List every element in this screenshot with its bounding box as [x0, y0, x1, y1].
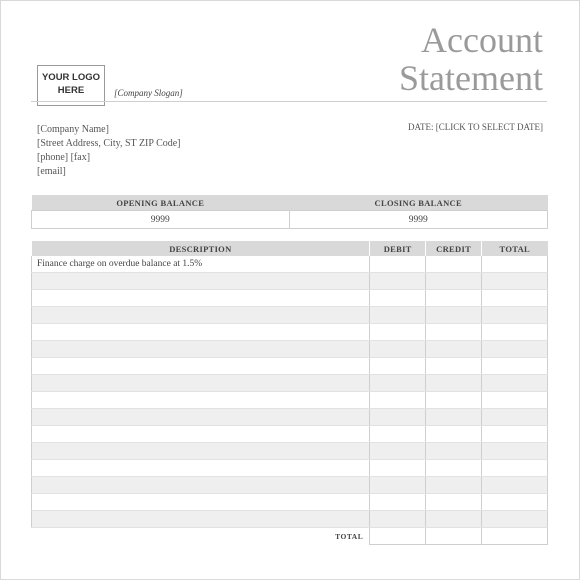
credit-cell[interactable] — [426, 460, 482, 477]
header-divider — [31, 101, 547, 102]
debit-cell[interactable] — [370, 460, 426, 477]
debit-cell[interactable] — [370, 358, 426, 375]
debit-cell[interactable] — [370, 511, 426, 528]
table-row — [32, 307, 548, 324]
company-slogan[interactable]: [Company Slogan] — [114, 88, 183, 98]
credit-cell[interactable] — [426, 477, 482, 494]
credit-cell[interactable] — [426, 341, 482, 358]
logo-placeholder[interactable] — [37, 65, 105, 106]
credit-cell[interactable] — [426, 256, 482, 273]
credit-cell[interactable] — [426, 273, 482, 290]
description-cell[interactable] — [32, 307, 370, 324]
credit-cell[interactable] — [426, 290, 482, 307]
credit-cell[interactable] — [426, 392, 482, 409]
total-cell[interactable] — [482, 494, 548, 511]
total-cell[interactable] — [482, 273, 548, 290]
opening-balance-header: OPENING BALANCE — [32, 195, 290, 211]
total-cell[interactable] — [482, 443, 548, 460]
debit-cell[interactable] — [370, 256, 426, 273]
total-cell[interactable] — [482, 409, 548, 426]
balance-summary-table — [31, 195, 548, 229]
description-cell[interactable] — [32, 392, 370, 409]
total-cell[interactable] — [482, 256, 548, 273]
table-row — [32, 443, 548, 460]
title-line-1: Account — [421, 20, 543, 60]
debit-cell[interactable] — [370, 290, 426, 307]
debit-cell[interactable] — [370, 375, 426, 392]
credit-cell[interactable] — [426, 307, 482, 324]
email-field[interactable]: [email] — [37, 166, 66, 177]
total-cell[interactable] — [482, 426, 548, 443]
table-row — [32, 477, 548, 494]
line-items-table — [31, 241, 548, 545]
description-cell[interactable] — [32, 443, 370, 460]
table-row — [32, 409, 548, 426]
debit-total-cell[interactable] — [370, 528, 426, 545]
credit-cell[interactable] — [426, 324, 482, 341]
logo-line-2: HERE — [57, 85, 85, 96]
description-cell[interactable]: Finance charge on overdue balance at 1.5% — [32, 256, 370, 273]
table-row — [32, 426, 548, 443]
debit-cell[interactable] — [370, 443, 426, 460]
description-cell[interactable] — [32, 409, 370, 426]
total-cell[interactable] — [482, 460, 548, 477]
description-cell[interactable] — [32, 273, 370, 290]
table-row — [32, 392, 548, 409]
grand-total-cell[interactable] — [482, 528, 548, 545]
description-cell[interactable] — [32, 477, 370, 494]
closing-balance-value[interactable]: 9999 — [289, 211, 548, 229]
table-row — [32, 273, 548, 290]
table-row — [32, 256, 548, 273]
description-cell[interactable] — [32, 426, 370, 443]
table-row — [32, 494, 548, 511]
description-cell[interactable] — [32, 324, 370, 341]
total-cell[interactable] — [482, 290, 548, 307]
credit-cell[interactable] — [426, 409, 482, 426]
date-selector[interactable]: DATE: [CLICK TO SELECT DATE] — [408, 122, 543, 132]
logo-line-1: YOUR LOGO — [41, 72, 101, 83]
description-cell[interactable] — [32, 494, 370, 511]
opening-balance-value[interactable]: 9999 — [32, 211, 290, 229]
closing-balance-header: CLOSING BALANCE — [289, 195, 548, 211]
company-address-block — [37, 123, 181, 179]
description-cell[interactable] — [32, 341, 370, 358]
credit-cell[interactable] — [426, 426, 482, 443]
description-cell[interactable] — [32, 290, 370, 307]
debit-cell[interactable] — [370, 409, 426, 426]
total-cell[interactable] — [482, 307, 548, 324]
description-column-header: DESCRIPTION — [32, 241, 370, 256]
total-row — [32, 528, 548, 545]
debit-cell[interactable] — [370, 477, 426, 494]
debit-cell[interactable] — [370, 426, 426, 443]
total-cell[interactable] — [482, 375, 548, 392]
total-cell[interactable] — [482, 477, 548, 494]
street-address-field[interactable]: [Street Address, City, ST ZIP Code] — [37, 138, 181, 149]
credit-cell[interactable] — [426, 511, 482, 528]
description-cell[interactable] — [32, 511, 370, 528]
description-cell[interactable] — [32, 358, 370, 375]
description-cell[interactable] — [32, 460, 370, 477]
table-row — [32, 324, 548, 341]
credit-cell[interactable] — [426, 443, 482, 460]
total-cell[interactable] — [482, 392, 548, 409]
debit-cell[interactable] — [370, 273, 426, 290]
total-column-header: TOTAL — [482, 241, 548, 256]
line-items-body — [32, 256, 548, 545]
debit-cell[interactable] — [370, 341, 426, 358]
debit-cell[interactable] — [370, 494, 426, 511]
table-row — [32, 511, 548, 528]
company-name-field[interactable]: [Company Name] — [37, 124, 109, 135]
credit-cell[interactable] — [426, 358, 482, 375]
description-cell[interactable] — [32, 375, 370, 392]
debit-cell[interactable] — [370, 307, 426, 324]
credit-cell[interactable] — [426, 375, 482, 392]
document-title — [399, 21, 543, 97]
debit-cell[interactable] — [370, 324, 426, 341]
total-cell[interactable] — [482, 358, 548, 375]
debit-column-header: DEBIT — [370, 241, 426, 256]
table-row — [32, 375, 548, 392]
title-line-2: Statement — [399, 58, 543, 98]
total-cell[interactable] — [482, 341, 548, 358]
phone-fax-field[interactable]: [phone] [fax] — [37, 152, 91, 163]
total-cell[interactable] — [482, 511, 548, 528]
credit-column-header: CREDIT — [426, 241, 482, 256]
table-row — [32, 460, 548, 477]
credit-cell[interactable] — [426, 494, 482, 511]
credit-total-cell[interactable] — [426, 528, 482, 545]
table-row — [32, 341, 548, 358]
debit-cell[interactable] — [370, 392, 426, 409]
table-row — [32, 358, 548, 375]
table-row — [32, 290, 548, 307]
total-cell[interactable] — [482, 324, 548, 341]
grand-total-label: TOTAL — [32, 528, 370, 545]
